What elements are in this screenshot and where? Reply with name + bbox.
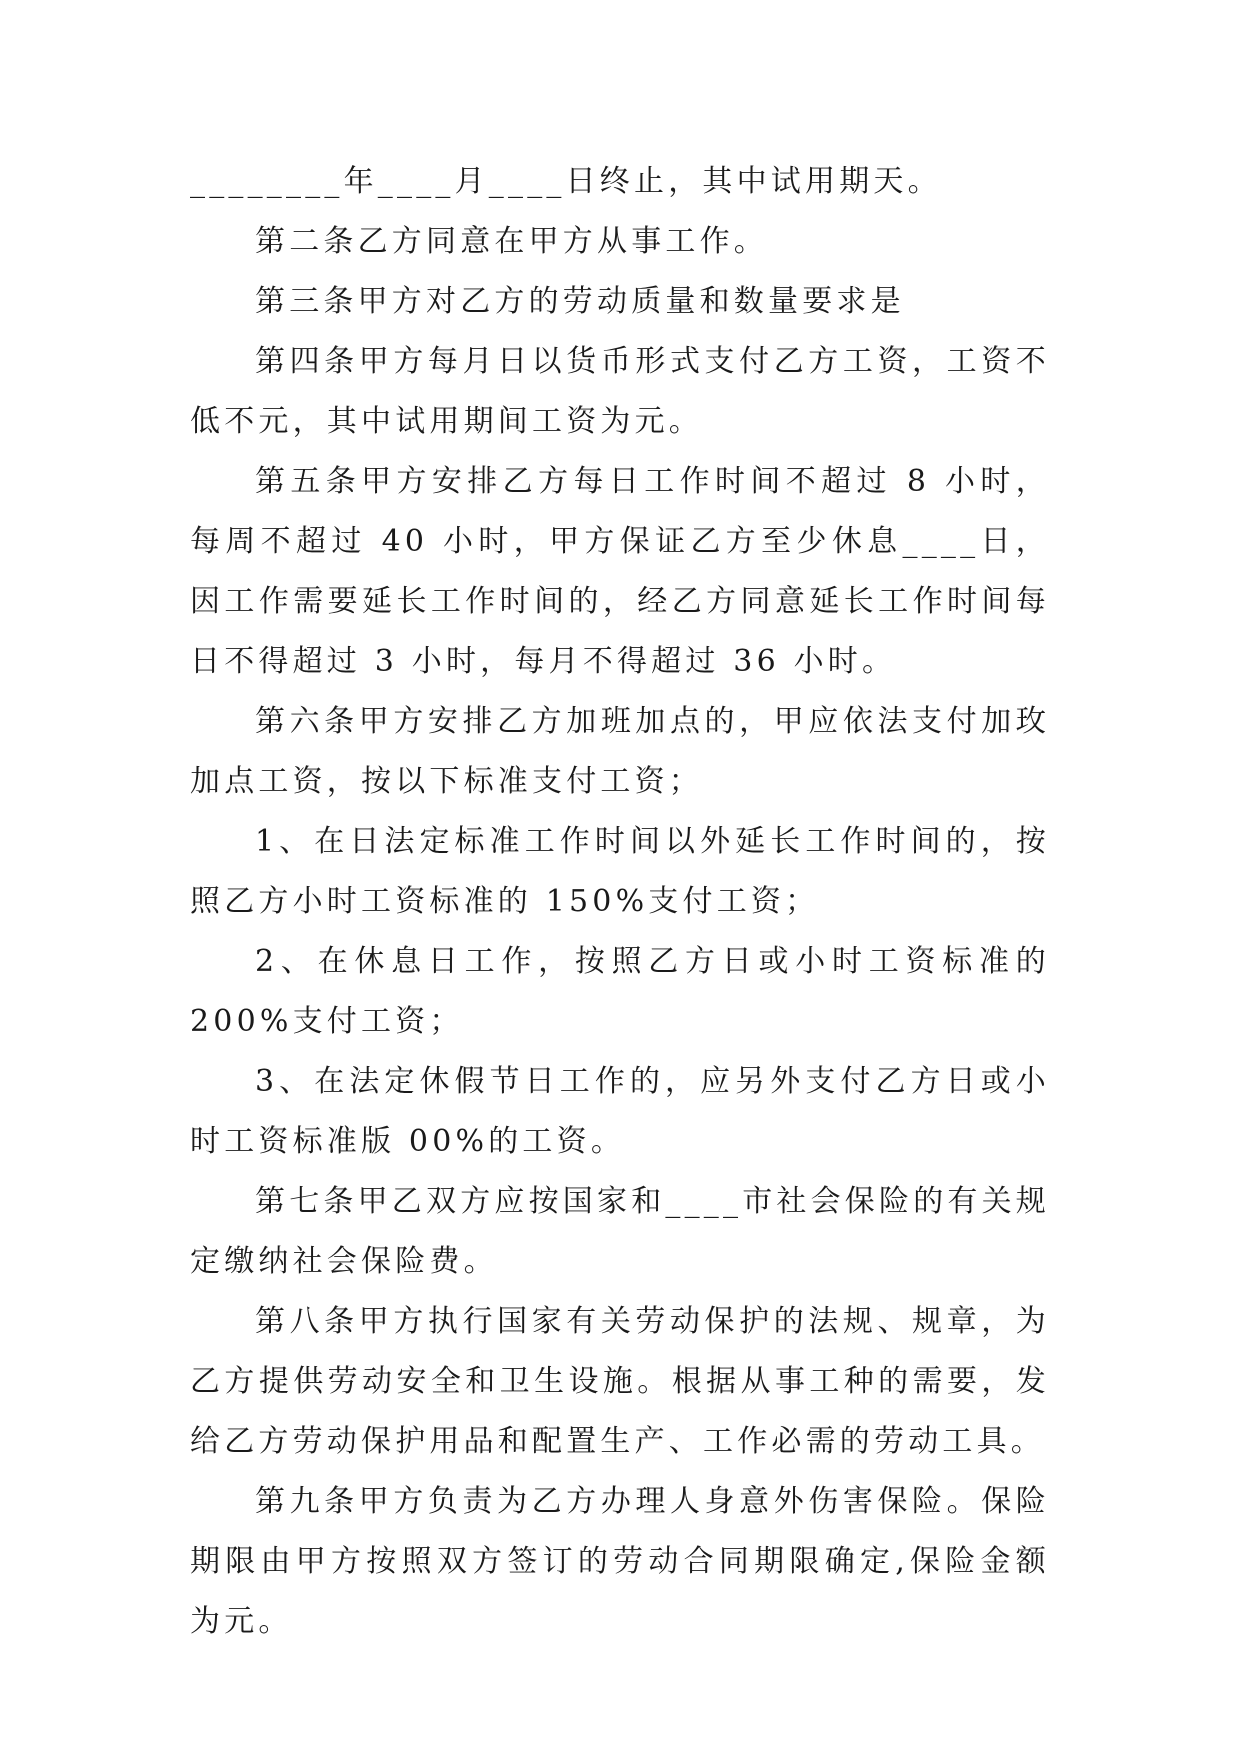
paragraph-article-7: 第七条甲乙双方应按国家和____市社会保险的有关规定缴纳社会保险费。: [190, 1184, 1050, 1279]
document-body: [190, 152, 1064, 1652]
paragraph-article-8: 第八条甲方执行国家有关劳动保护的法规、规章，为乙方提供劳动安全和卫生设施。根据从事工种的需要，发给乙方劳动保护用品和配置生产、工作必需的劳动工具。: [190, 1304, 1050, 1459]
paragraph-item-1: 1、在日法定标准工作时间以外延长工作时间的，按照乙方小时工资标准的 150%支付工资；: [190, 824, 1050, 919]
paragraph-term-end: ________年____月____日终止，其中试用期天。: [190, 164, 942, 199]
paragraph-article-2: 第二条乙方同意在甲方从事工作。: [255, 224, 768, 259]
paragraph-item-3: 3、在法定休假节日工作的，应另外支付乙方日或小时工资标准版 00%的工资。: [190, 1064, 1050, 1159]
paragraph-article-3: 第三条甲方对乙方的劳动质量和数量要求是: [255, 284, 905, 319]
paragraph-article-6: 第六条甲方安排乙方加班加点的，甲应依法支付加玫加点工资，按以下标准支付工资；: [190, 704, 1050, 799]
paragraph-article-9: 第九条甲方负责为乙方办理人身意外伤害保险。保险期限由甲方按照双方签订的劳动合同期限确定,保险金额为元。: [190, 1484, 1050, 1639]
paragraph-item-2: 2、在休息日工作，按照乙方日或小时工资标准的 200%支付工资；: [190, 944, 1064, 1039]
paragraph-article-4: 第四条甲方每月日以货币形式支付乙方工资，工资不低不元，其中试用期间工资为元。: [190, 344, 1050, 439]
paragraph-article-5: 第五条甲方安排乙方每日工作时间不超过 8 小时，每周不超过 40 小时，甲方保证乙方至少休息____日，因工作需要延长工作时间的，经乙方同意延长工作时间每日不得超过 3 小时，每月不得超过 36 小时。: [190, 464, 1050, 679]
